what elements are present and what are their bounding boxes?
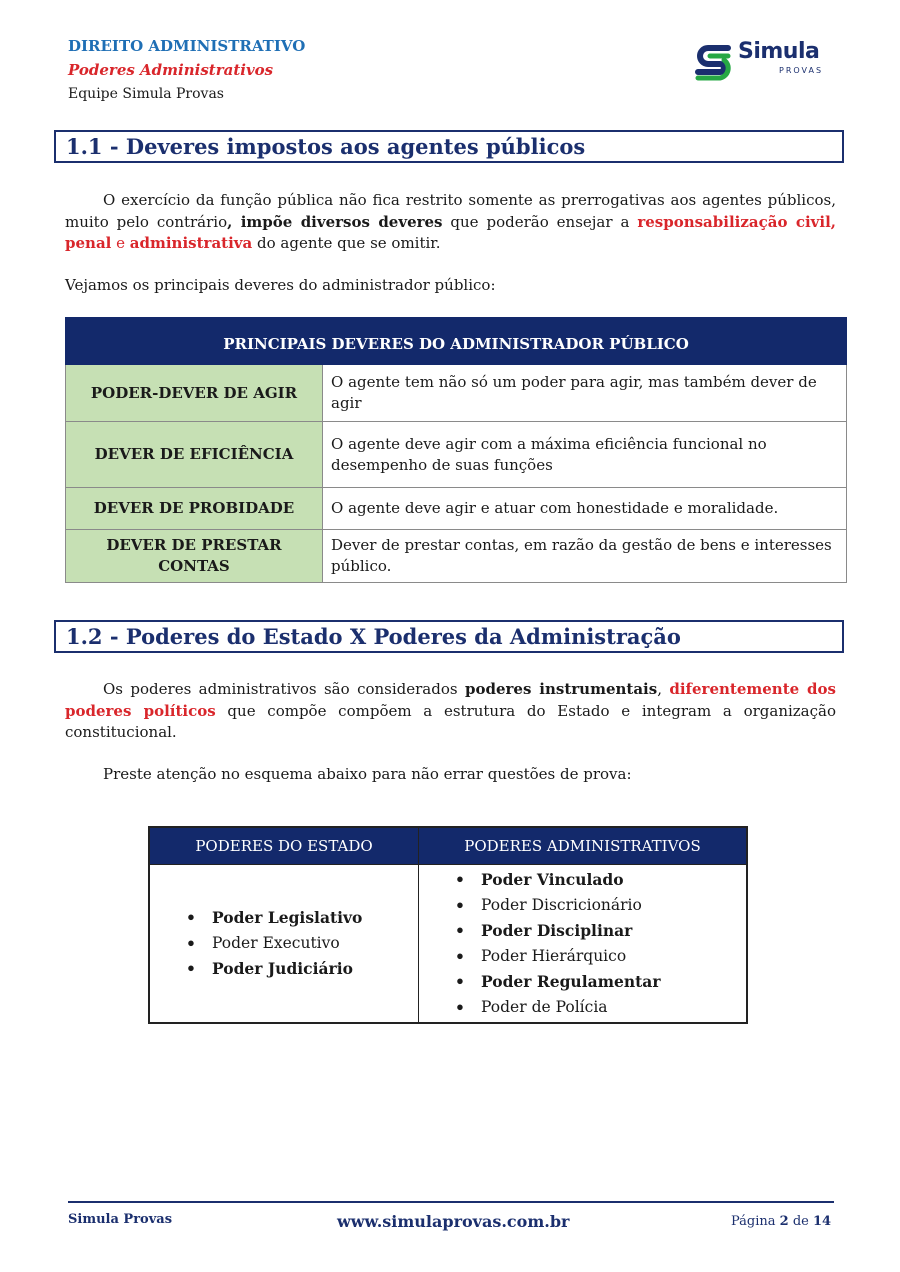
duty-value: O agente deve agir com a máxima eficiência funcional no desempenho de suas funções <box>323 422 847 488</box>
list-item: • Poder Hierárquico <box>481 944 746 970</box>
duty-key: PODER-DEVER DE AGIR <box>66 365 323 422</box>
header-team: Equipe Simula Provas <box>68 86 224 102</box>
duty-value: O agente tem não só um poder para agir, mas também dever de agir <box>323 365 847 422</box>
section1-paragraph: O exercício da função pública não fica restrito somente as prerrogativas aos agentes públicos, muito pelo contrário, impõe diversos deveres que poderão ensejar a responsabilização civil, penal e administrativa do agente que se omitir. <box>65 191 836 252</box>
header-subject: DIREITO ADMINISTRATIVO <box>68 37 306 55</box>
duty-value: O agente deve agir e atuar com honestidade e moralidade. <box>323 488 847 530</box>
duty-key: DEVER DE PROBIDADE <box>66 488 323 530</box>
footer-website-link[interactable]: www.simulaprovas.com.br <box>337 1212 570 1231</box>
section2-paragraph: Os poderes administrativos são considerados poderes instrumentais, diferentemente dos poderes políticos que compõe compõem a estrutura do Estado e integram a organização constitucional. <box>65 680 836 741</box>
list-item: • Poder Regulamentar <box>481 969 746 995</box>
table-row <box>66 365 847 422</box>
table-row <box>66 530 847 583</box>
duty-value: Dever de prestar contas, em razão da gestão de bens e interesses público. <box>323 530 847 583</box>
logo-name: Simula <box>738 39 820 64</box>
table-row <box>66 422 847 488</box>
duties-table <box>65 317 847 583</box>
admin-powers-cell <box>419 865 748 1024</box>
simula-provas-logo <box>694 39 824 84</box>
list-item: • Poder Vinculado <box>481 867 746 893</box>
list-item: • Poder de Polícia <box>481 995 746 1021</box>
state-powers-cell <box>149 865 419 1024</box>
list-item: • Poder Discricionário <box>481 893 746 919</box>
powers-table <box>148 826 748 1024</box>
duties-table-header: PRINCIPAIS DEVERES DO ADMINISTRADOR PÚBLICO <box>66 318 847 365</box>
table-row <box>66 488 847 530</box>
footer-divider <box>68 1201 834 1203</box>
powers-col-admin: PODERES ADMINISTRATIVOS <box>419 827 748 865</box>
duty-key: DEVER DE PRESTAR CONTAS <box>66 530 323 583</box>
section2-lead: Preste atenção no esquema abaixo para não errar questões de prova: <box>103 765 632 783</box>
section1-lead: Vejamos os principais deveres do administrador público: <box>65 276 496 294</box>
section-title-2: 1.2 - Poderes do Estado X Poderes da Administração <box>54 620 844 653</box>
header-topic: Poderes Administrativos <box>68 61 274 79</box>
page-number: Página 2 de 14 <box>731 1214 832 1229</box>
section-title-1: 1.1 - Deveres impostos aos agentes públicos <box>54 130 844 163</box>
duty-key: DEVER DE EFICIÊNCIA <box>66 422 323 488</box>
footer-brand: Simula Provas <box>68 1212 173 1227</box>
logo-sub: PROVAS <box>779 66 824 75</box>
powers-col-state: PODERES DO ESTADO <box>149 827 419 865</box>
logo-s-icon <box>694 42 734 82</box>
list-item: • Poder Disciplinar <box>481 918 746 944</box>
list-item: • Poder Legislativo <box>212 905 418 931</box>
list-item: • Poder Executivo <box>212 931 418 957</box>
list-item: • Poder Judiciário <box>212 956 418 982</box>
